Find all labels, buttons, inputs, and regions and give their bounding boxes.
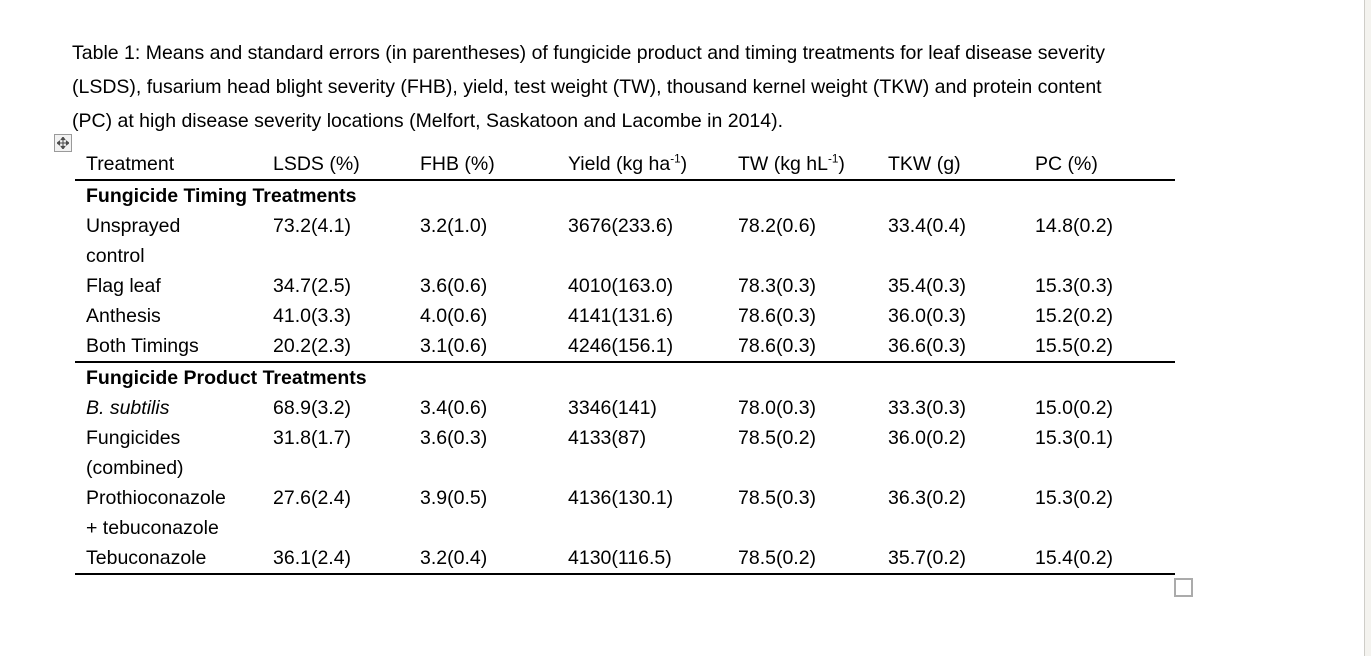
value-cell[interactable]: 33.3(0.3) <box>888 397 967 419</box>
value-cell[interactable]: 34.7(2.5) <box>273 275 352 297</box>
treatment-cell[interactable] <box>75 271 273 301</box>
treatment-line: Flag leaf <box>86 275 161 297</box>
treatment-cell[interactable] <box>75 423 273 483</box>
value-cell[interactable]: 3.1(0.6) <box>420 331 568 362</box>
column-header[interactable]: Yield (kg $ha^{-1}$) <box>568 149 738 180</box>
value-cell[interactable]: 20.2(2.3) <box>273 331 420 362</box>
treatment-cell[interactable] <box>75 331 273 362</box>
treatment-line: Prothioconazole <box>86 487 226 509</box>
value-cell[interactable]: 78.2(0.6) <box>738 215 817 237</box>
value-cell[interactable]: 15.4(0.2) <box>1035 543 1175 574</box>
caption-line: Table 1: Means and standard errors (in parentheses) of fungicide product and timing treatments for leaf disease severity <box>72 42 1105 64</box>
table-row <box>75 301 1175 331</box>
value-cell[interactable]: 78.5(0.2) <box>738 543 888 574</box>
column-header[interactable]: PC (%) <box>1035 149 1175 180</box>
value-cell[interactable]: 3676(233.6) <box>568 215 674 237</box>
value-cell[interactable]: 3346(141) <box>568 397 657 419</box>
column-header[interactable]: LSDS (%) <box>273 149 420 180</box>
data-table-container <box>75 149 1175 575</box>
treatment-cell[interactable] <box>75 543 273 574</box>
treatment-line: + tebuconazole <box>86 517 219 539</box>
treatment-line: control <box>86 245 145 267</box>
treatment-line: Fungicides <box>86 427 181 449</box>
table-row <box>75 331 1175 362</box>
value-cell[interactable]: 31.8(1.7) <box>273 427 352 449</box>
table-row <box>75 393 1175 423</box>
value-cell[interactable]: 4133(87) <box>568 427 647 449</box>
caption-line: (LSDS), fusarium head blight severity (FHB), yield, test weight (TW), thousand kernel weight (TKW) and protein content <box>72 76 1102 98</box>
treatment-line: Unsprayed <box>86 215 181 237</box>
value-cell[interactable]: 78.6(0.3) <box>738 305 817 327</box>
treatment-line: Tebuconazole <box>86 547 207 569</box>
value-cell[interactable]: 4.0(0.6) <box>420 305 488 327</box>
column-header[interactable]: TW (kg $hL^{-1}$) <box>738 149 888 180</box>
value-cell[interactable]: 4141(131.6) <box>568 305 674 327</box>
column-header[interactable]: TKW (g) <box>888 149 1035 180</box>
table-resize-handle[interactable] <box>1174 578 1193 597</box>
section-title[interactable]: Fungicide Timing Treatments <box>86 185 357 207</box>
value-cell[interactable]: 15.3(0.1) <box>1035 427 1114 449</box>
value-cell[interactable]: 73.2(4.1) <box>273 215 352 237</box>
treatment-line: Both Timings <box>86 335 199 357</box>
treatment-line: B. subtilis <box>86 397 170 419</box>
value-cell[interactable]: 3.6(0.3) <box>420 427 488 449</box>
value-cell[interactable]: 41.0(3.3) <box>273 305 352 327</box>
column-header[interactable]: Treatment <box>75 149 273 180</box>
caption-line: (PC) at high disease severity locations (Melfort, Saskatoon and Lacombe in 2014). <box>72 110 784 132</box>
value-cell[interactable]: 4246(156.1) <box>568 331 738 362</box>
value-cell[interactable]: 36.0(0.2) <box>888 427 967 449</box>
treatment-line: (combined) <box>86 457 184 479</box>
section-header-row <box>75 180 1175 211</box>
treatment-cell[interactable] <box>75 301 273 331</box>
value-cell[interactable]: 3.6(0.6) <box>420 275 488 297</box>
value-cell[interactable]: 15.0(0.2) <box>1035 397 1114 419</box>
value-cell[interactable]: 15.3(0.2) <box>1035 487 1114 509</box>
value-cell[interactable]: 3.9(0.5) <box>420 487 488 509</box>
treatment-cell[interactable] <box>75 393 273 423</box>
value-cell[interactable]: 36.3(0.2) <box>888 487 967 509</box>
table-move-handle[interactable] <box>54 134 72 152</box>
value-cell[interactable]: 36.0(0.3) <box>888 305 967 327</box>
table-row <box>75 271 1175 301</box>
value-cell[interactable]: 4136(130.1) <box>568 487 674 509</box>
value-cell[interactable]: 15.5(0.2) <box>1035 331 1175 362</box>
value-cell[interactable]: 35.7(0.2) <box>888 543 1035 574</box>
value-cell[interactable]: 4010(163.0) <box>568 275 674 297</box>
value-cell[interactable]: 36.1(2.4) <box>273 543 420 574</box>
value-cell[interactable]: 4130(116.5) <box>568 543 738 574</box>
value-cell[interactable]: 36.6(0.3) <box>888 331 1035 362</box>
section-title[interactable]: Fungicide Product Treatments <box>86 367 367 389</box>
move-arrows-icon <box>57 137 69 149</box>
value-cell[interactable]: 15.2(0.2) <box>1035 305 1114 327</box>
value-cell[interactable]: 78.5(0.3) <box>738 487 817 509</box>
value-cell[interactable]: 68.9(3.2) <box>273 397 352 419</box>
table-caption[interactable] <box>72 36 1105 138</box>
table-row <box>75 483 1175 543</box>
value-cell[interactable]: 78.0(0.3) <box>738 397 817 419</box>
value-cell[interactable]: 33.4(0.4) <box>888 215 967 237</box>
table-row <box>75 211 1175 271</box>
treatment-cell[interactable] <box>75 483 273 543</box>
value-cell[interactable]: 27.6(2.4) <box>273 487 352 509</box>
window-right-edge <box>1364 0 1371 656</box>
value-cell[interactable]: 35.4(0.3) <box>888 275 967 297</box>
value-cell[interactable]: 78.6(0.3) <box>738 331 888 362</box>
value-cell[interactable]: 78.3(0.3) <box>738 275 817 297</box>
table-row <box>75 423 1175 483</box>
table-head-row <box>75 149 1175 180</box>
value-cell[interactable]: 3.2(1.0) <box>420 215 488 237</box>
treatment-line: Anthesis <box>86 305 161 327</box>
data-table <box>75 149 1175 575</box>
table-row <box>75 543 1175 574</box>
value-cell[interactable]: 3.4(0.6) <box>420 397 488 419</box>
value-cell[interactable]: 14.8(0.2) <box>1035 215 1114 237</box>
section-header-row <box>75 362 1175 393</box>
value-cell[interactable]: 3.2(0.4) <box>420 543 568 574</box>
value-cell[interactable]: 78.5(0.2) <box>738 427 817 449</box>
column-header[interactable]: FHB (%) <box>420 149 568 180</box>
treatment-cell[interactable] <box>75 211 273 271</box>
value-cell[interactable]: 15.3(0.3) <box>1035 275 1114 297</box>
